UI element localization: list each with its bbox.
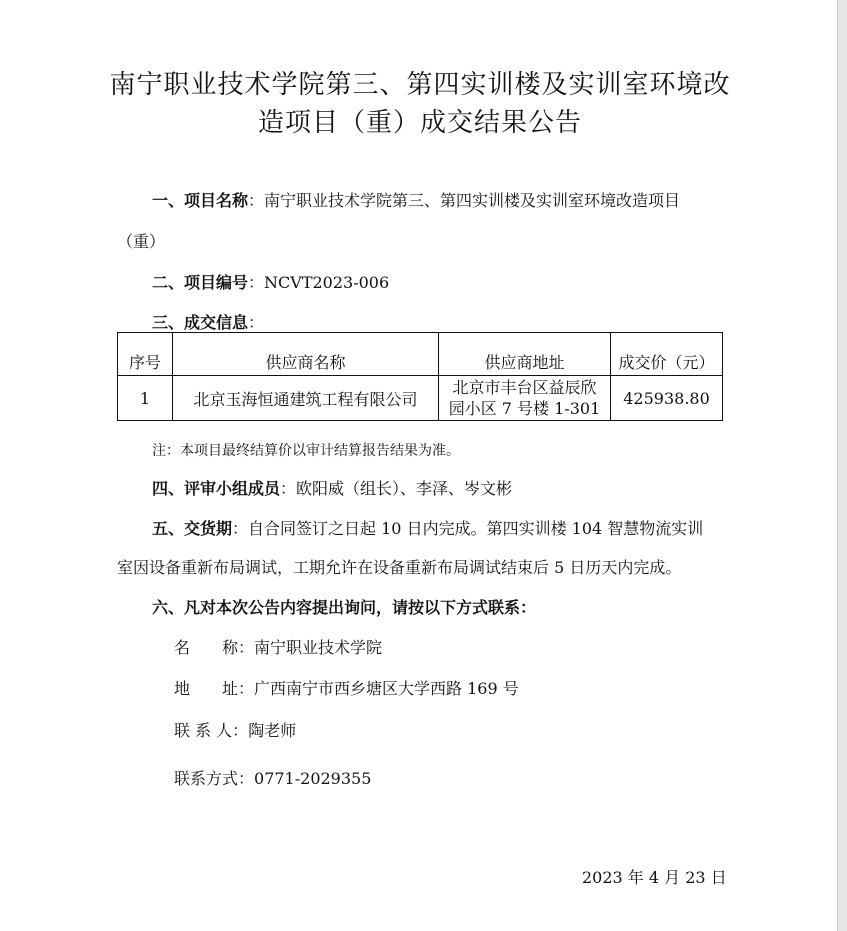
section-contact-heading: 六、凡对本次公告内容提出询问，请按以下方式联系：: [152, 598, 537, 617]
contact-phone-row: [174, 768, 371, 790]
table-header: 序号: [118, 333, 173, 376]
table-row: [118, 376, 723, 421]
section-project-number: [152, 272, 389, 294]
supplier-name: 北京玉海恒通建筑工程有限公司: [173, 376, 439, 421]
title-line-2: 造项目（重）成交结果公告: [257, 108, 582, 138]
review-panel-value: 欧阳威（组长）、李泽、岑文彬: [296, 479, 513, 498]
deal-table: [117, 332, 723, 421]
section-label: 四、评审小组成员: [152, 479, 281, 498]
colon: ：: [232, 519, 249, 538]
project-name-continuation: （重）: [117, 232, 166, 251]
delivery-value: 自合同签订之日起 10 日内完成。第四实训楼 104 智慧物流实训: [248, 519, 704, 538]
table-header: 供应商地址: [439, 333, 611, 376]
table-header: 成交价（元）: [611, 333, 723, 376]
project-number-value: NCVT2023-006: [264, 273, 390, 292]
contact-address-row: [174, 678, 519, 700]
colon: ：: [248, 273, 265, 292]
address-line: 园小区 7 号楼 1-301: [448, 399, 601, 418]
section-deal-info: [152, 312, 264, 334]
table-header-row: [118, 333, 723, 376]
section-label: 一、项目名称: [152, 191, 249, 210]
contact-value: 广西南宁市西乡塘区大学西路 169 号: [254, 679, 519, 698]
section-label: 二、项目编号: [152, 273, 249, 292]
colon: ：: [248, 313, 265, 332]
colon: ：: [280, 479, 297, 498]
delivery-continuation: 室因设备重新布局调试，工期允许在设备重新布局调试结束后 5 日历天内完成。: [117, 558, 682, 577]
contact-value: 南宁职业技术学院: [254, 638, 383, 657]
table-header: 供应商名称: [173, 333, 439, 376]
section-label: 五、交货期: [152, 519, 233, 538]
section-delivery-period: [152, 518, 703, 540]
section-project-name: [152, 190, 680, 212]
deal-price: 425938.80: [611, 376, 723, 421]
contact-value: 0771-2029355: [254, 769, 372, 788]
contact-value: 陶老师: [248, 721, 297, 740]
supplier-address: [439, 376, 611, 421]
contact-label: 地 址：: [174, 679, 255, 698]
contact-label: 联系方式：: [174, 769, 255, 788]
contact-person-row: [174, 720, 296, 742]
announcement-date: 2023 年 4 月 23 日: [582, 868, 727, 887]
address-line: 北京市丰台区益辰欣: [452, 378, 597, 397]
section-label: 三、成交信息: [152, 313, 249, 332]
document-title: [60, 66, 780, 142]
contact-name-row: [174, 637, 382, 659]
section-review-panel: [152, 478, 512, 500]
colon: ：: [248, 191, 265, 210]
contact-label: 联 系 人：: [174, 721, 249, 740]
row-number: 1: [118, 376, 173, 421]
settlement-note: 注：本项目最终结算价以审计结算报告结果为准。: [152, 443, 460, 459]
project-name-value: 南宁职业技术学院第三、第四实训楼及实训室环境改造项目: [264, 191, 681, 210]
page-edge-shadow: [837, 0, 847, 931]
contact-label: 名 称：: [174, 638, 255, 657]
title-line-1: 南宁职业技术学院第三、第四实训楼及实训室环境改: [109, 70, 731, 100]
